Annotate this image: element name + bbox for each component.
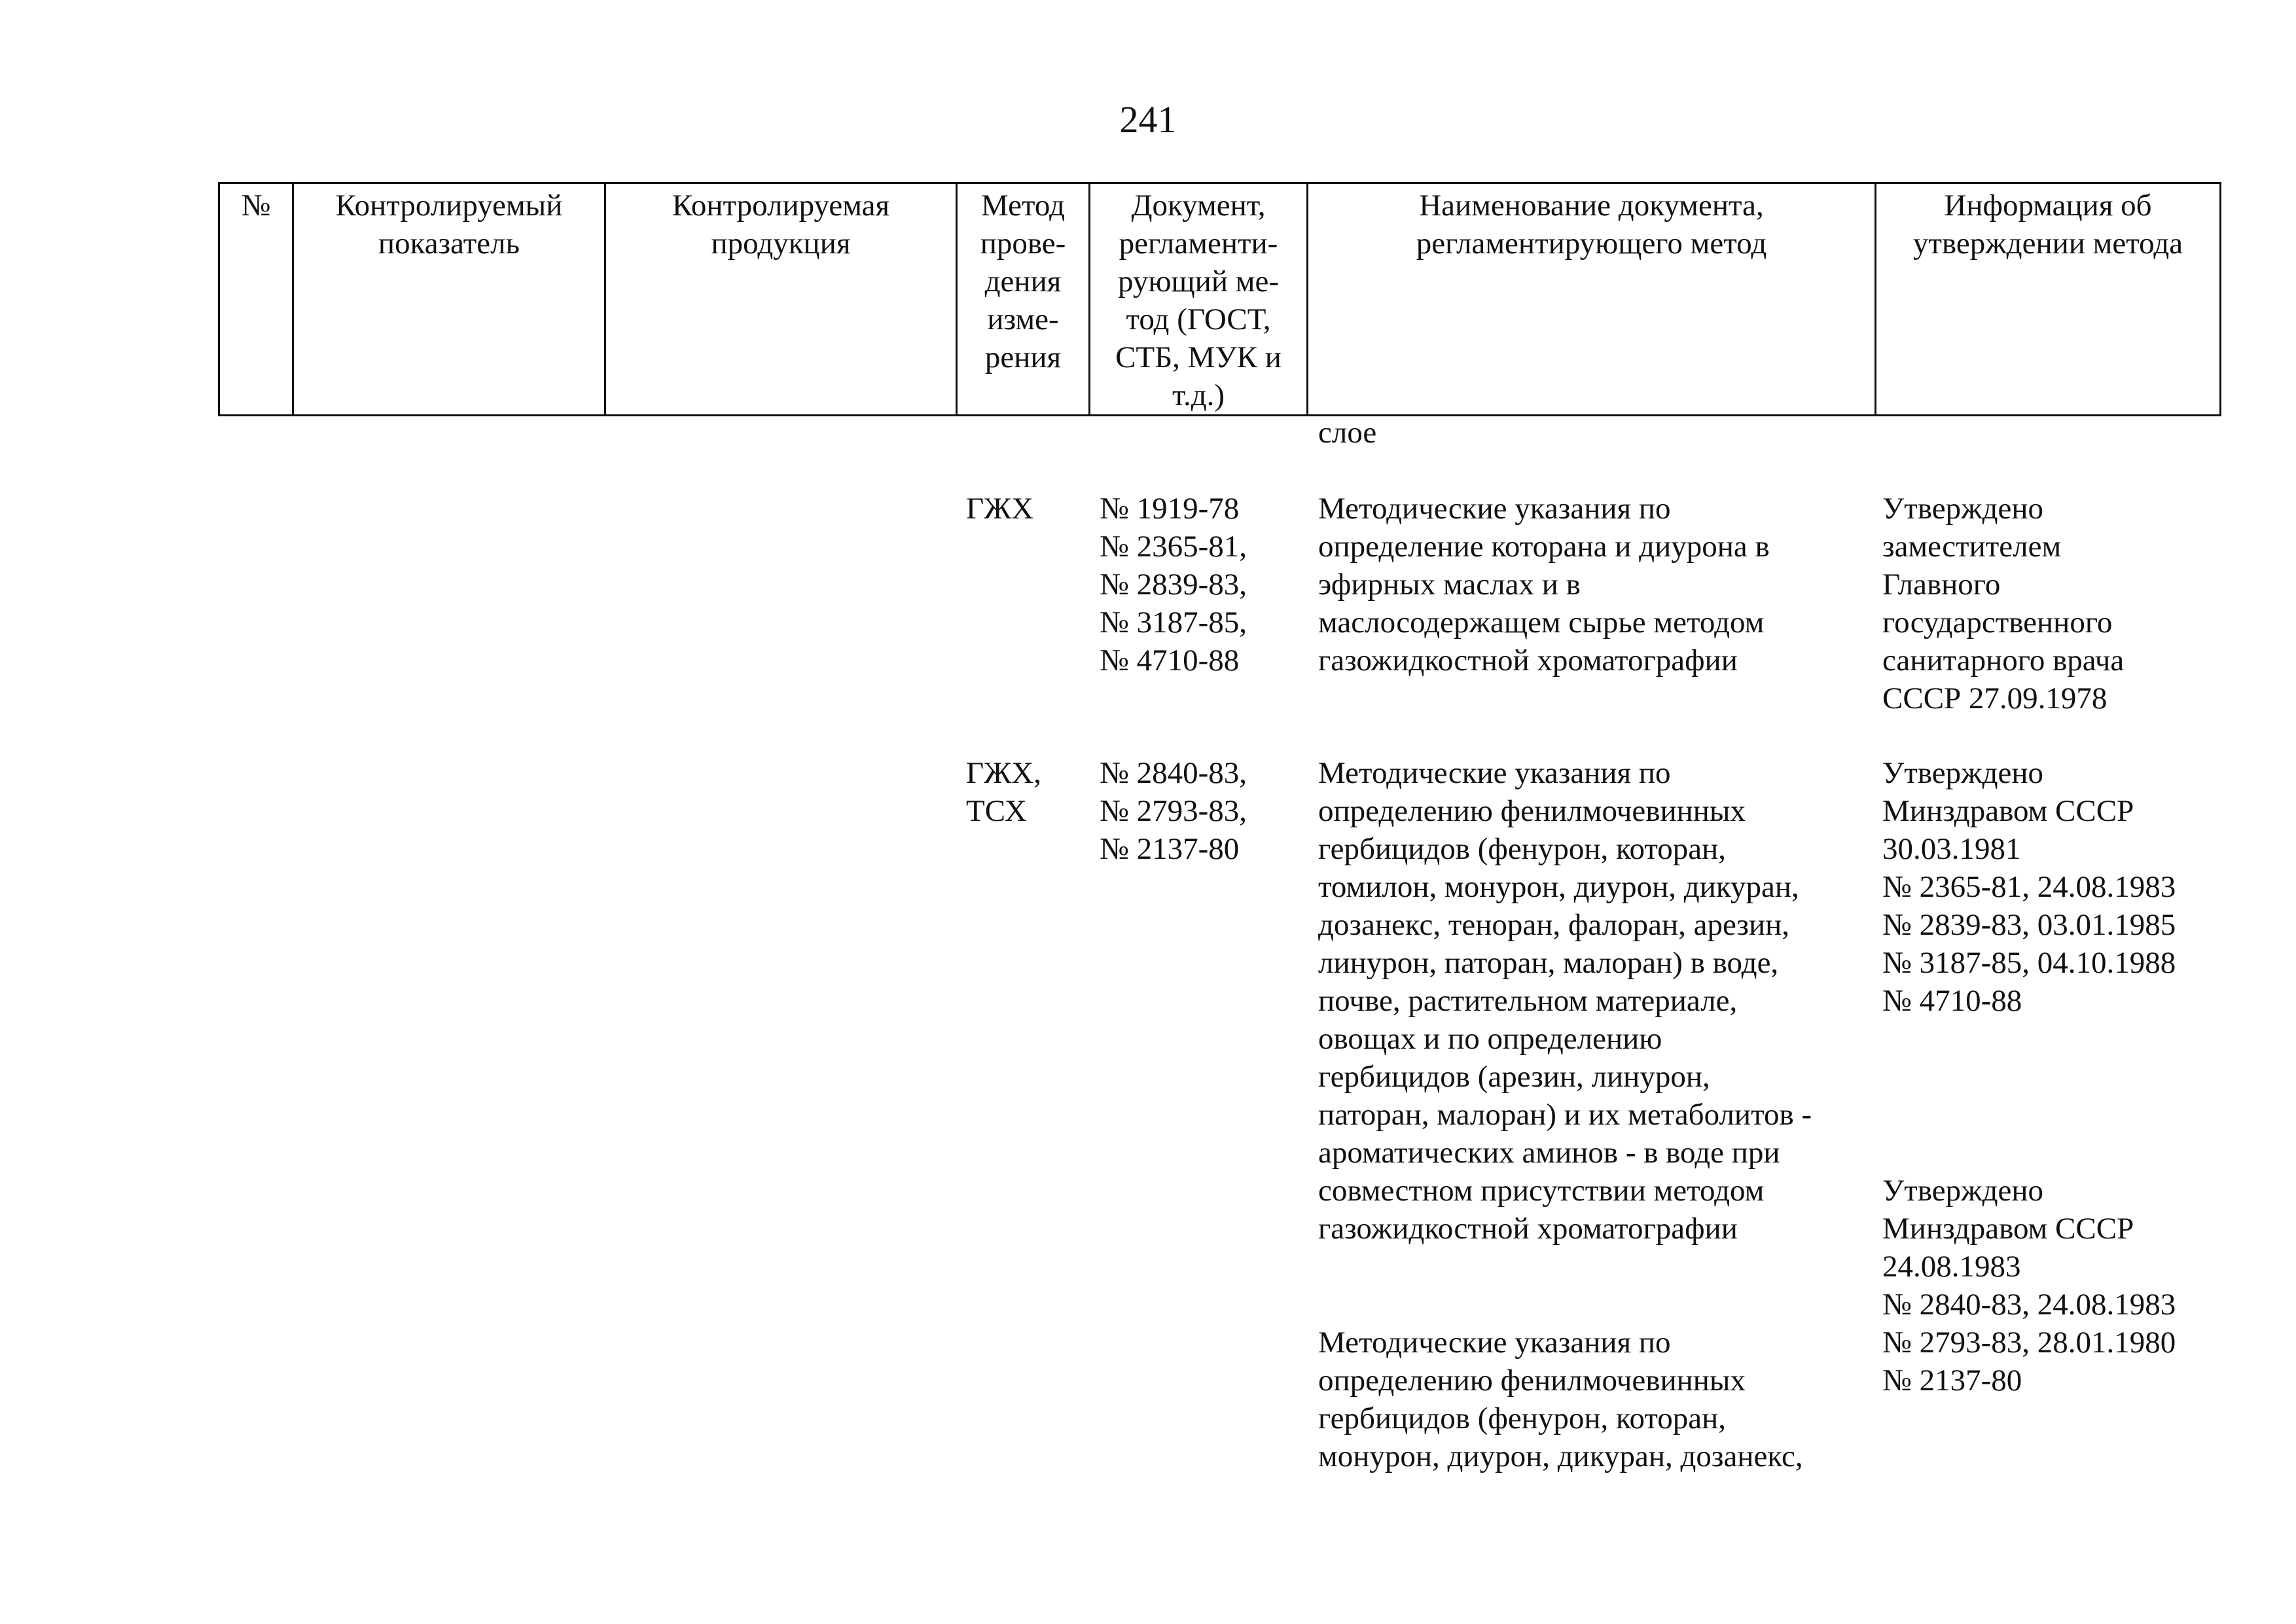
text-line: эфирных маслах и в: [1318, 568, 1581, 602]
text-line: газожидкостной хроматографии: [1318, 1212, 1738, 1246]
text-line: ГЖХ: [966, 492, 1034, 526]
header-line: Контролируемый: [335, 189, 563, 223]
text-line: Минздравом СССР: [1882, 1212, 2134, 1246]
header-line: СТБ, МУК и: [1115, 340, 1282, 374]
text-line: № 2365-81, 24.08.1983: [1882, 870, 2176, 904]
row-2-method: [966, 754, 1041, 830]
text-line: гербицидов (фенурон, которан,: [1318, 1401, 1727, 1435]
header-line: утверждении метода: [1912, 226, 2183, 261]
header-line: Контролируемая: [672, 189, 890, 223]
text-line: газожидкостной хроматографии: [1318, 643, 1738, 677]
text-line: паторан, малоран) и их метаболитов -: [1318, 1098, 1812, 1132]
text-line: дозанекс, теноран, фалоран, арезин,: [1318, 908, 1790, 942]
text-line: Утверждено: [1882, 1174, 2043, 1208]
header-line: рения: [984, 340, 1062, 374]
header-line: прове-: [980, 226, 1066, 261]
text-line: ТСХ: [966, 794, 1027, 828]
text-line: определению фенилмочевинных: [1318, 1363, 1746, 1398]
header-col-method: [957, 183, 1090, 416]
text-line: заместителем: [1882, 530, 2062, 564]
text-line: Методические указания по: [1318, 492, 1671, 526]
table-header: [218, 182, 2221, 416]
text-line: № 2840-83,: [1100, 756, 1247, 790]
text-line: линурон, паторан, малоран) в воде,: [1318, 946, 1779, 980]
text-line: № 3187-85,: [1100, 605, 1247, 640]
row-1-method: [966, 490, 1033, 528]
header-line: Метод: [980, 189, 1065, 223]
header-line: Наименование документа,: [1419, 189, 1764, 223]
text-line: томилон, монурон, диурон, дикуран,: [1318, 870, 1799, 904]
row-1-document: [1100, 490, 1247, 679]
text-line: Минздравом СССР: [1882, 794, 2134, 828]
header-col-number: [219, 183, 293, 416]
header-line: показатель: [378, 226, 520, 261]
row-1-approval: [1882, 490, 2124, 717]
text-line: Методические указания по: [1318, 756, 1671, 790]
text-line: 30.03.1981: [1882, 832, 2021, 866]
header-col-number-label: №: [241, 189, 271, 223]
header-line: т.д.): [1172, 378, 1225, 412]
text-line: № 4710-88: [1882, 984, 2022, 1018]
header-line: изме-: [987, 302, 1059, 336]
text-line: Утверждено: [1882, 756, 2043, 790]
page-number: 241: [1119, 98, 1177, 141]
header-line: Документ,: [1131, 189, 1266, 223]
text-line: № 2793-83,: [1100, 794, 1247, 828]
header-line: рующий ме-: [1118, 264, 1279, 298]
row-2-approval-2: [1882, 1172, 2176, 1399]
header-col-doc-name: [1308, 183, 1876, 416]
text-line: ароматических аминов - в воде при: [1318, 1136, 1780, 1170]
continuation-text: слое: [1318, 416, 1377, 450]
text-line: государственного: [1882, 605, 2113, 640]
header-col-product: [605, 183, 957, 416]
text-line: № 2839-83, 03.01.1985: [1882, 908, 2176, 942]
row-1-doc-name: [1318, 490, 1770, 679]
text-line: определению фенилмочевинных: [1318, 794, 1746, 828]
header-line: тод (ГОСТ,: [1126, 302, 1271, 336]
header-line: регламентирующего метод: [1416, 226, 1767, 261]
header-col-approval: [1876, 183, 2221, 416]
text-line: ГЖХ,: [966, 756, 1041, 790]
text-line: № 2839-83,: [1100, 568, 1247, 602]
header-line: Информация об: [1944, 189, 2152, 223]
text-line: 24.08.1983: [1882, 1250, 2021, 1284]
header-line: продукция: [711, 226, 851, 261]
text-line: СССР 27.09.1978: [1882, 681, 2108, 715]
text-line: № 2365-81,: [1100, 530, 1247, 564]
text-line: № 4710-88: [1100, 643, 1240, 677]
row-2-document: [1100, 754, 1247, 868]
row-2-doc-name: [1318, 754, 1812, 1248]
text-line: гербицидов (арезин, линурон,: [1318, 1060, 1710, 1094]
text-line: совместном присутствии методом: [1318, 1174, 1765, 1208]
text-line: № 3187-85, 04.10.1988: [1882, 946, 2176, 980]
text-line: маслосодержащем сырье методом: [1318, 605, 1765, 640]
text-line: № 2137-80: [1100, 832, 1240, 866]
row-2-doc-name-2: [1318, 1324, 1803, 1475]
header-col-document: [1090, 183, 1308, 416]
text-line: овощах и по определению: [1318, 1022, 1662, 1056]
text-line: Методические указания по: [1318, 1326, 1671, 1360]
text-line: № 1919-78: [1100, 492, 1240, 526]
header-col-indicator: [293, 183, 605, 416]
text-line: гербицидов (фенурон, которан,: [1318, 832, 1727, 866]
header-line: дения: [984, 264, 1062, 298]
text-line: Главного: [1882, 568, 2001, 602]
text-line: почве, растительном материале,: [1318, 984, 1738, 1018]
text-line: определение которана и диурона в: [1318, 530, 1770, 564]
text-line: № 2793-83, 28.01.1980: [1882, 1326, 2176, 1360]
text-line: № 2840-83, 24.08.1983: [1882, 1288, 2176, 1322]
row-2-approval: [1882, 754, 2176, 1020]
text-line: санитарного врача: [1882, 643, 2125, 677]
text-line: монурон, диурон, дикуран, дозанекс,: [1318, 1439, 1803, 1473]
text-line: Утверждено: [1882, 492, 2043, 526]
text-line: № 2137-80: [1882, 1363, 2022, 1398]
header-line: регламенти-: [1119, 226, 1278, 261]
